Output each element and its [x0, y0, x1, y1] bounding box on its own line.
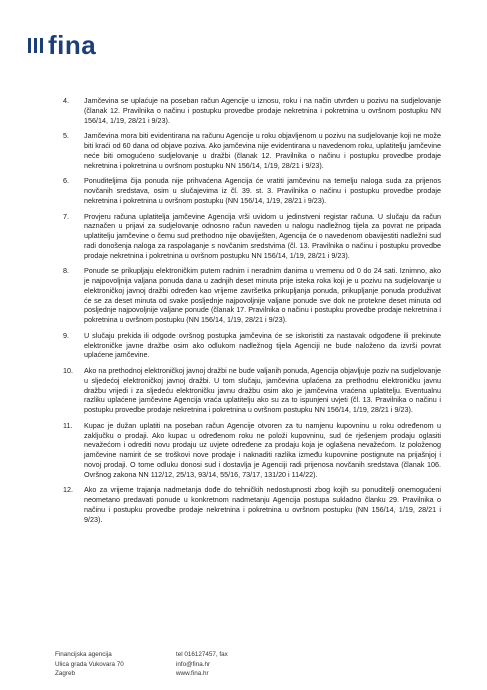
- footer-website[interactable]: www.fina.hr: [176, 670, 209, 677]
- footer-phone: tel 016127457, fax: [176, 651, 228, 658]
- fina-logo: [28, 32, 96, 58]
- item-text: Provjeru računa uplatitelja jamčevine Agencija vrši uvidom u jedinstveni registar računa. U slučaju da račun naznačen u prijavi za sudjelovanje odnosno račun naveden u nalogu nadležnog tijela za povrat ne pripada uplatitelju jamčevine o čemu sud prethodno nije obaviješten, Agencija će o navedenom obavijestiti nadležni sud radi donošenja naloga za raspolaganje s novčanim sredstvima (čl. 13. Pravilnika o načinu i postupku provedbe prodaje nekretnina i pokretnina u ovršnom postupku NN 156/14, 1/19, 28/21 i 9/23).: [84, 211, 441, 260]
- item-number: 9.: [63, 330, 69, 340]
- logo-text: fina: [48, 30, 97, 60]
- list-item: [63, 131, 441, 170]
- footer-company: Financijska agencija: [55, 651, 112, 658]
- item-text: Jamčevina se uplaćuje na poseban račun Agencije u iznosu, roku i na način utvrđen u pozivu na sudjelovanje (članak 12. Pravilnika o načinu i postupku provedbe prodaje nekretnina i pokretnina u ovršnom postupku NN 156/14, 1/19, 28/21 i 9/23).: [84, 96, 441, 125]
- list-item: [63, 266, 441, 325]
- item-text: Ako za vrijeme trajanja nadmetanja dođe do tehničkih nedostupnosti zbog kojih su ponuditelji onemogućeni neometano predavati ponude u konkretnom nadmetanju Agencija postupa sukladno članku 29. Pravilnika o načinu i postupku provedbe prodaje nekretnina i pokretnina u ovršnom postupku (NN 156/14, 1/19, 28/21 i 9/23).: [84, 485, 441, 524]
- footer-street: Ulica grada Vukovara 70: [55, 660, 124, 668]
- item-number: 6.: [63, 176, 69, 186]
- list-item: [63, 366, 441, 415]
- item-number: 4.: [63, 96, 69, 105]
- footer-contact: [176, 650, 228, 679]
- item-number: 11.: [63, 420, 73, 430]
- item-text: Kupac je dužan uplatiti na poseban račun Agencije otvoren za tu namjenu kupovninu u roku određenom u zaključku o prodaji. Ako kupac u određenom roku ne položi kupovninu, sud će rješenjem prodaju oglasiti nevažećom i odrediti novu prodaju uz uvjete određene za prodaju koja je oglašena nevažećom. Iz položenog jamčevine namirit će se troškovi nove prodaje i naknaditi razlika između kupovnine postignute na prijašnjoj i novoj prodaji. O tome odluku donosi sud i dostavlja je Agenciji radi prijenosa novčanih sredstava (članak 106. Ovršnog zakona NN 112/12, 25/13, 93/14, 55/16, 73/17, 131/20 i 114/22).: [84, 420, 441, 479]
- list-item: [63, 176, 441, 205]
- item-text: Ako na prethodnoj elektroničkoj javnoj dražbi ne bude valjanih ponuda, Agencija objavljuje poziv na sudjelovanje u sljedećoj elektroničkoj javnoj dražbi. U tom slučaju, jamčevina uplaćena za prethodnu elektroničku javnu dražbu vrijedi i za sljedeću elektroničku javnu dražbu osim ako je jamčevina vraćena uplatitelju. Eventualnu razliku uplaćene jamčevine Agencija vraća uplatitelju ako su za to ispunjeni uvjeti (čl. 13. Pravilnika o načinu i postupku provedbe prodaje nekretnina i pokretnina u ovršnom postupku NN 156/14, 1/19, 28/21 i 9/23).: [84, 366, 441, 414]
- item-text: Ponude se prikupljaju elektroničkim putem radnim i neradnim danima u vremenu od 0 do 24 sati. Iznimno, ako je najpovoljnija valjana ponuda dana u zadnjih deset minuta prije isteka roka koji je u pozivu na sudjelovanje u elektroničkoj javnoj dražbi određen kao vrijeme završetka prikupljanja ponuda, prikupljanje ponuda produživat će se za deset minuta od svake posljednje najpovoljnije valjane ponude sve dok ne protekne deset minuta od posljednje najpovoljnije valjane ponude (članak 17. Pravilnika o načinu i postupku provedbe prodaje nekretnina i pokretnina u ovršnom postupku (NN 156/14, 1/19, 28/21 i 9/23).: [84, 266, 441, 324]
- list-item: [63, 96, 441, 125]
- footer-email[interactable]: info@fina.hr: [176, 660, 211, 668]
- item-text: U slučaju prekida ili odgode ovršnog postupka jamčevina će se iskoristiti za nastavak odgođene ili prekinute elektroničke javne dražbe osim ako odlukom nadležnog tijela Agenciji ne bude naloženo da izvrši povrat uplaćene jamčevine.: [84, 330, 441, 360]
- list-item: [63, 485, 441, 524]
- item-text: Jamčevina mora biti evidentirana na računu Agencije u roku objavljenom u pozivu na sudjelovanje koji ne može biti kraći od 60 dana od objave poziva. Ako jamčevina nije evidentirana u navedenom roku, uplatitelju jamčevine neće biti omogućeno sudjelovanje u dražbi (članak 12. Pravilnika o načinu i postupku provedbe prodaje nekretnina i pokretnina u ovršnom postupku NN 156/14, 1/19, 28/21 i 9/23).: [84, 131, 441, 170]
- item-number: 7.: [63, 211, 69, 221]
- document-body: [63, 96, 441, 530]
- footer-address: [55, 650, 124, 679]
- list-item: [63, 421, 441, 480]
- item-text: Ponuditeljima čija ponuda nije prihvaćena Agencija će vratiti jamčevinu na temelju naloga suda za prijenos novčanih sredstava, osim u slučajevima iz čl. 39. st. 3. Pravilnika o načinu i postupku provedbe prodaje nekretnina i pokretnina u ovršnom postupku (NN 156/14, 1/19, 28/21 i 9/23).: [84, 176, 441, 205]
- footer-city: Zagreb: [55, 670, 75, 677]
- logo-bars-icon: [28, 38, 43, 53]
- item-number: 12.: [63, 485, 73, 495]
- item-number: 5.: [63, 131, 69, 141]
- item-number: 10.: [63, 366, 73, 375]
- item-number: 8.: [63, 266, 69, 276]
- list-item: [63, 331, 441, 360]
- list-item: [63, 212, 441, 261]
